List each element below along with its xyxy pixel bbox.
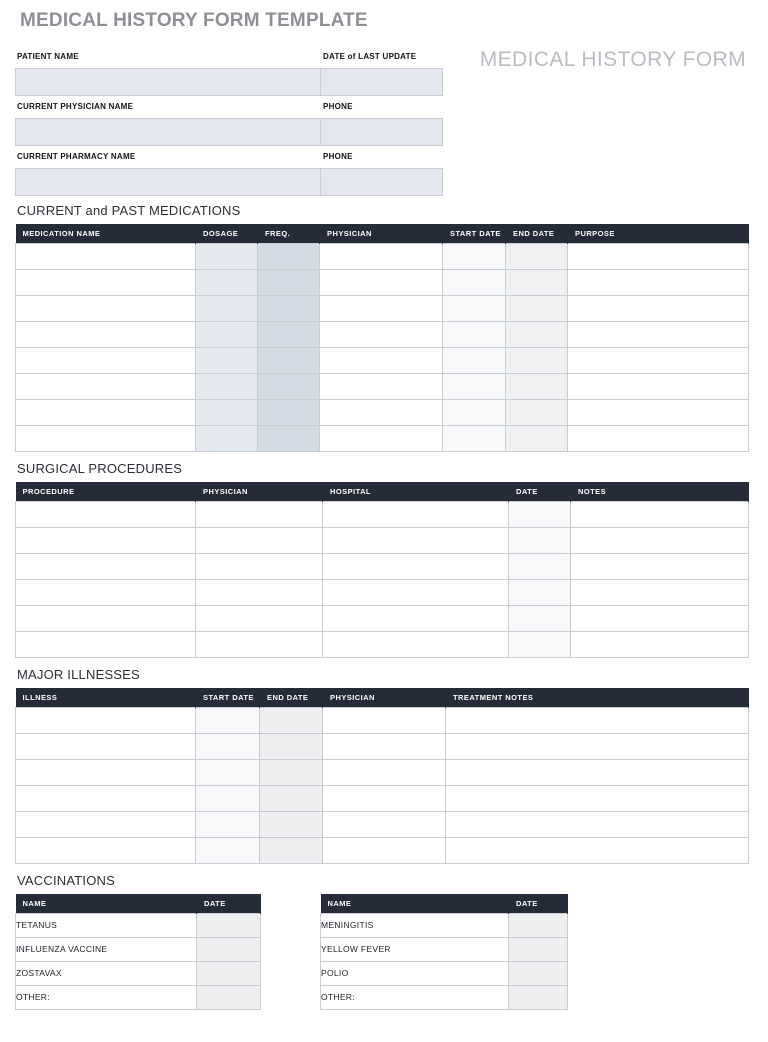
medications-cell-freq[interactable] bbox=[258, 295, 320, 321]
illnesses-cell-physician[interactable] bbox=[323, 733, 446, 759]
table-row bbox=[16, 631, 749, 657]
medications-cell-end-date[interactable] bbox=[506, 295, 568, 321]
medications-cell-purpose[interactable] bbox=[568, 321, 749, 347]
illnesses-cell-treatment-notes[interactable] bbox=[446, 811, 749, 837]
surgical-cell-hospital[interactable] bbox=[323, 527, 509, 553]
medications-cell-dosage[interactable] bbox=[196, 399, 258, 425]
major-illnesses-table bbox=[15, 688, 749, 864]
table-row bbox=[16, 733, 749, 759]
col-treatment-notes: TREATMENT NOTES bbox=[446, 688, 749, 707]
table-row bbox=[16, 295, 749, 321]
medications-cell-freq[interactable] bbox=[258, 399, 320, 425]
medications-cell-physician[interactable] bbox=[320, 243, 443, 269]
medications-cell-medication-name[interactable] bbox=[16, 425, 196, 451]
illnesses-cell-illness[interactable] bbox=[16, 811, 196, 837]
col-vaccine-name: NAME bbox=[321, 894, 509, 913]
surgical-cell-notes[interactable] bbox=[571, 553, 749, 579]
illnesses-cell-start-date[interactable] bbox=[196, 785, 260, 811]
surgical-cell-procedure[interactable] bbox=[16, 631, 196, 657]
page-title: MEDICAL HISTORY FORM TEMPLATE bbox=[20, 10, 368, 31]
surgical-cell-notes[interactable] bbox=[571, 631, 749, 657]
illnesses-cell-end-date[interactable] bbox=[260, 811, 323, 837]
medications-header-row bbox=[16, 224, 749, 243]
vaccination-date-input-left-2[interactable] bbox=[197, 961, 261, 985]
medications-cell-physician[interactable] bbox=[320, 269, 443, 295]
medications-cell-end-date[interactable] bbox=[506, 347, 568, 373]
vaccination-name-left-0: TETANUS bbox=[16, 913, 197, 937]
col-end-date: END DATE bbox=[506, 224, 568, 243]
vaccinations-right-body bbox=[321, 913, 568, 1009]
physician-phone-label: PHONE bbox=[323, 102, 353, 111]
section-heading-vaccinations: VACCINATIONS bbox=[17, 873, 115, 888]
physician-phone-input[interactable] bbox=[321, 119, 442, 145]
illnesses-cell-end-date[interactable] bbox=[260, 733, 323, 759]
table-row bbox=[16, 707, 749, 733]
surgical-cell-physician[interactable] bbox=[196, 631, 323, 657]
table-row bbox=[16, 425, 749, 451]
section-heading-surgical: SURGICAL PROCEDURES bbox=[17, 461, 183, 476]
vaccination-name-right-3: OTHER: bbox=[321, 985, 509, 1009]
vaccination-date-input-left-3[interactable] bbox=[197, 985, 261, 1009]
illnesses-cell-treatment-notes[interactable] bbox=[446, 785, 749, 811]
col-surgical-physician: PHYSICIAN bbox=[196, 482, 323, 501]
medications-cell-purpose[interactable] bbox=[568, 243, 749, 269]
col-medication-name: MEDICATION NAME bbox=[16, 224, 196, 243]
surgical-cell-physician[interactable] bbox=[196, 579, 323, 605]
medications-cell-end-date[interactable] bbox=[506, 425, 568, 451]
surgical-cell-procedure[interactable] bbox=[16, 553, 196, 579]
col-dosage: DOSAGE bbox=[196, 224, 258, 243]
illnesses-cell-treatment-notes[interactable] bbox=[446, 759, 749, 785]
medications-cell-purpose[interactable] bbox=[568, 347, 749, 373]
surgical-cell-notes[interactable] bbox=[571, 501, 749, 527]
surgical-cell-physician[interactable] bbox=[196, 527, 323, 553]
surgical-cell-physician[interactable] bbox=[196, 553, 323, 579]
vaccination-name-left-2: ZOSTAVAX bbox=[16, 961, 197, 985]
col-physician: PHYSICIAN bbox=[320, 224, 443, 243]
medications-cell-purpose[interactable] bbox=[568, 373, 749, 399]
medications-cell-freq[interactable] bbox=[258, 269, 320, 295]
medications-cell-freq[interactable] bbox=[258, 347, 320, 373]
surgical-cell-hospital[interactable] bbox=[323, 553, 509, 579]
medications-cell-medication-name[interactable] bbox=[16, 347, 196, 373]
form-watermark-label: MEDICAL HISTORY FORM bbox=[479, 48, 746, 71]
vaccination-name-right-2: POLIO bbox=[321, 961, 509, 985]
section-heading-medications: CURRENT and PAST MEDICATIONS bbox=[17, 203, 241, 218]
surgical-cell-notes[interactable] bbox=[571, 527, 749, 553]
table-row bbox=[16, 347, 749, 373]
col-vaccine-name: NAME bbox=[16, 894, 197, 913]
medications-cell-physician[interactable] bbox=[320, 295, 443, 321]
table-row bbox=[16, 785, 749, 811]
surgical-cell-date[interactable] bbox=[509, 605, 571, 631]
medications-cell-physician[interactable] bbox=[320, 347, 443, 373]
medications-cell-medication-name[interactable] bbox=[16, 373, 196, 399]
medications-cell-purpose[interactable] bbox=[568, 425, 749, 451]
table-row bbox=[16, 501, 749, 527]
illnesses-cell-treatment-notes[interactable] bbox=[446, 733, 749, 759]
illnesses-cell-end-date[interactable] bbox=[260, 785, 323, 811]
medications-cell-medication-name[interactable] bbox=[16, 269, 196, 295]
table-row bbox=[16, 759, 749, 785]
col-illness-physician: PHYSICIAN bbox=[323, 688, 446, 707]
medications-cell-freq[interactable] bbox=[258, 425, 320, 451]
surgical-cell-date[interactable] bbox=[509, 501, 571, 527]
col-illness: ILLNESS bbox=[16, 688, 196, 707]
illnesses-cell-treatment-notes[interactable] bbox=[446, 837, 749, 863]
vaccination-row bbox=[321, 913, 568, 937]
vaccinations-left-body bbox=[16, 913, 261, 1009]
illnesses-cell-illness[interactable] bbox=[16, 759, 196, 785]
pharmacy-phone-input[interactable] bbox=[321, 169, 442, 195]
vaccination-date-input-left-1[interactable] bbox=[197, 937, 261, 961]
col-purpose: PURPOSE bbox=[568, 224, 749, 243]
vaccination-row bbox=[321, 961, 568, 985]
last-update-date-label: DATE of LAST UPDATE bbox=[323, 52, 417, 61]
surgical-cell-hospital[interactable] bbox=[323, 579, 509, 605]
illnesses-cell-illness[interactable] bbox=[16, 707, 196, 733]
medications-cell-start-date[interactable] bbox=[443, 373, 506, 399]
pharmacy-field-group bbox=[15, 152, 443, 196]
physician-field-group bbox=[15, 102, 443, 146]
col-hospital: HOSPITAL bbox=[323, 482, 509, 501]
medications-cell-purpose[interactable] bbox=[568, 269, 749, 295]
surgical-cell-date[interactable] bbox=[509, 579, 571, 605]
vaccinations-left-header-row bbox=[16, 894, 261, 913]
medications-cell-dosage[interactable] bbox=[196, 347, 258, 373]
medications-cell-physician[interactable] bbox=[320, 373, 443, 399]
pharmacy-phone-label: PHONE bbox=[323, 152, 353, 161]
illnesses-cell-start-date[interactable] bbox=[196, 759, 260, 785]
vaccination-name-left-1: INFLUENZA VACCINE bbox=[16, 937, 197, 961]
medications-body bbox=[16, 243, 749, 451]
surgical-cell-procedure[interactable] bbox=[16, 579, 196, 605]
table-row bbox=[16, 605, 749, 631]
vaccination-row bbox=[16, 937, 261, 961]
medications-cell-end-date[interactable] bbox=[506, 399, 568, 425]
col-surgical-date: DATE bbox=[509, 482, 571, 501]
surgical-header-row bbox=[16, 482, 749, 501]
medications-cell-physician[interactable] bbox=[320, 425, 443, 451]
illnesses-cell-physician[interactable] bbox=[323, 759, 446, 785]
medications-cell-start-date[interactable] bbox=[443, 295, 506, 321]
table-row bbox=[16, 553, 749, 579]
illnesses-cell-physician[interactable] bbox=[323, 785, 446, 811]
illnesses-cell-start-date[interactable] bbox=[196, 707, 260, 733]
surgical-body bbox=[16, 501, 749, 657]
surgical-cell-notes[interactable] bbox=[571, 605, 749, 631]
vaccination-row bbox=[16, 913, 261, 937]
medications-cell-end-date[interactable] bbox=[506, 243, 568, 269]
col-vaccine-date: DATE bbox=[509, 894, 568, 913]
medications-cell-freq[interactable] bbox=[258, 373, 320, 399]
medications-cell-end-date[interactable] bbox=[506, 269, 568, 295]
last-update-date-input[interactable] bbox=[321, 69, 442, 95]
surgical-cell-hospital[interactable] bbox=[323, 605, 509, 631]
surgical-cell-notes[interactable] bbox=[571, 579, 749, 605]
surgical-cell-procedure[interactable] bbox=[16, 527, 196, 553]
current-physician-name-label: CURRENT PHYSICIAN NAME bbox=[17, 102, 134, 111]
illnesses-cell-physician[interactable] bbox=[323, 837, 446, 863]
surgical-cell-hospital[interactable] bbox=[323, 501, 509, 527]
table-row bbox=[16, 527, 749, 553]
current-pharmacy-name-label: CURRENT PHARMACY NAME bbox=[17, 152, 136, 161]
illnesses-cell-illness[interactable] bbox=[16, 837, 196, 863]
vaccination-row bbox=[16, 985, 261, 1009]
medications-table bbox=[15, 224, 749, 452]
medications-cell-medication-name[interactable] bbox=[16, 243, 196, 269]
medications-cell-medication-name[interactable] bbox=[16, 399, 196, 425]
medications-cell-dosage[interactable] bbox=[196, 269, 258, 295]
illnesses-body bbox=[16, 707, 749, 863]
vaccination-row bbox=[321, 985, 568, 1009]
patient-name-input[interactable] bbox=[16, 69, 321, 95]
vaccination-row bbox=[16, 961, 261, 985]
patient-name-field-group bbox=[15, 52, 443, 96]
vaccination-date-input-left-0[interactable] bbox=[197, 913, 261, 937]
medications-cell-start-date[interactable] bbox=[443, 399, 506, 425]
table-row bbox=[16, 269, 749, 295]
surgical-cell-physician[interactable] bbox=[196, 501, 323, 527]
vaccination-date-input-right-3[interactable] bbox=[509, 985, 568, 1009]
medications-cell-start-date[interactable] bbox=[443, 321, 506, 347]
medications-cell-start-date[interactable] bbox=[443, 425, 506, 451]
col-start-date: START DATE bbox=[443, 224, 506, 243]
illnesses-cell-physician[interactable] bbox=[323, 811, 446, 837]
illnesses-cell-end-date[interactable] bbox=[260, 707, 323, 733]
table-row bbox=[16, 811, 749, 837]
vaccination-date-input-right-1[interactable] bbox=[509, 937, 568, 961]
col-illness-start-date: START DATE bbox=[196, 688, 260, 707]
illnesses-cell-start-date[interactable] bbox=[196, 733, 260, 759]
medications-cell-purpose[interactable] bbox=[568, 295, 749, 321]
medications-cell-end-date[interactable] bbox=[506, 373, 568, 399]
illnesses-cell-illness[interactable] bbox=[16, 733, 196, 759]
patient-name-label: PATIENT NAME bbox=[17, 52, 79, 61]
vaccinations-table-right bbox=[320, 894, 568, 1010]
illnesses-cell-start-date[interactable] bbox=[196, 811, 260, 837]
medications-cell-start-date[interactable] bbox=[443, 347, 506, 373]
medications-cell-physician[interactable] bbox=[320, 321, 443, 347]
vaccinations-table-left bbox=[15, 894, 261, 1010]
surgical-cell-date[interactable] bbox=[509, 527, 571, 553]
table-row bbox=[16, 579, 749, 605]
surgical-cell-procedure[interactable] bbox=[16, 501, 196, 527]
vaccination-row bbox=[321, 937, 568, 961]
current-pharmacy-name-input[interactable] bbox=[16, 169, 321, 195]
medications-cell-medication-name[interactable] bbox=[16, 321, 196, 347]
medications-cell-freq[interactable] bbox=[258, 243, 320, 269]
illnesses-cell-treatment-notes[interactable] bbox=[446, 707, 749, 733]
medications-cell-physician[interactable] bbox=[320, 399, 443, 425]
table-row bbox=[16, 837, 749, 863]
medications-cell-dosage[interactable] bbox=[196, 321, 258, 347]
surgical-procedures-table bbox=[15, 482, 749, 658]
illnesses-cell-end-date[interactable] bbox=[260, 759, 323, 785]
vaccination-date-input-right-0[interactable] bbox=[509, 913, 568, 937]
illnesses-cell-illness[interactable] bbox=[16, 785, 196, 811]
table-row bbox=[16, 373, 749, 399]
vaccination-name-right-1: YELLOW FEVER bbox=[321, 937, 509, 961]
surgical-cell-physician[interactable] bbox=[196, 605, 323, 631]
illnesses-header-row bbox=[16, 688, 749, 707]
table-row bbox=[16, 399, 749, 425]
col-vaccine-date: DATE bbox=[197, 894, 261, 913]
medications-cell-dosage[interactable] bbox=[196, 373, 258, 399]
medications-cell-start-date[interactable] bbox=[443, 243, 506, 269]
current-physician-name-input[interactable] bbox=[16, 119, 321, 145]
col-freq: FREQ. bbox=[258, 224, 320, 243]
surgical-cell-date[interactable] bbox=[509, 553, 571, 579]
medications-cell-dosage[interactable] bbox=[196, 243, 258, 269]
col-procedure: PROCEDURE bbox=[16, 482, 196, 501]
medications-cell-end-date[interactable] bbox=[506, 321, 568, 347]
section-heading-illnesses: MAJOR ILLNESSES bbox=[17, 667, 140, 682]
surgical-cell-procedure[interactable] bbox=[16, 605, 196, 631]
vaccination-date-input-right-2[interactable] bbox=[509, 961, 568, 985]
illnesses-cell-physician[interactable] bbox=[323, 707, 446, 733]
surgical-cell-date[interactable] bbox=[509, 631, 571, 657]
medications-cell-medication-name[interactable] bbox=[16, 295, 196, 321]
col-illness-end-date: END DATE bbox=[260, 688, 323, 707]
table-row bbox=[16, 321, 749, 347]
vaccinations-right-header-row bbox=[321, 894, 568, 913]
vaccination-name-left-3: OTHER: bbox=[16, 985, 197, 1009]
medications-cell-dosage[interactable] bbox=[196, 425, 258, 451]
surgical-cell-hospital[interactable] bbox=[323, 631, 509, 657]
medications-cell-freq[interactable] bbox=[258, 321, 320, 347]
illnesses-cell-start-date[interactable] bbox=[196, 837, 260, 863]
medications-cell-purpose[interactable] bbox=[568, 399, 749, 425]
vaccination-name-right-0: MENINGITIS bbox=[321, 913, 509, 937]
medications-cell-dosage[interactable] bbox=[196, 295, 258, 321]
illnesses-cell-end-date[interactable] bbox=[260, 837, 323, 863]
table-row bbox=[16, 243, 749, 269]
medications-cell-start-date[interactable] bbox=[443, 269, 506, 295]
col-surgical-notes: NOTES bbox=[571, 482, 749, 501]
